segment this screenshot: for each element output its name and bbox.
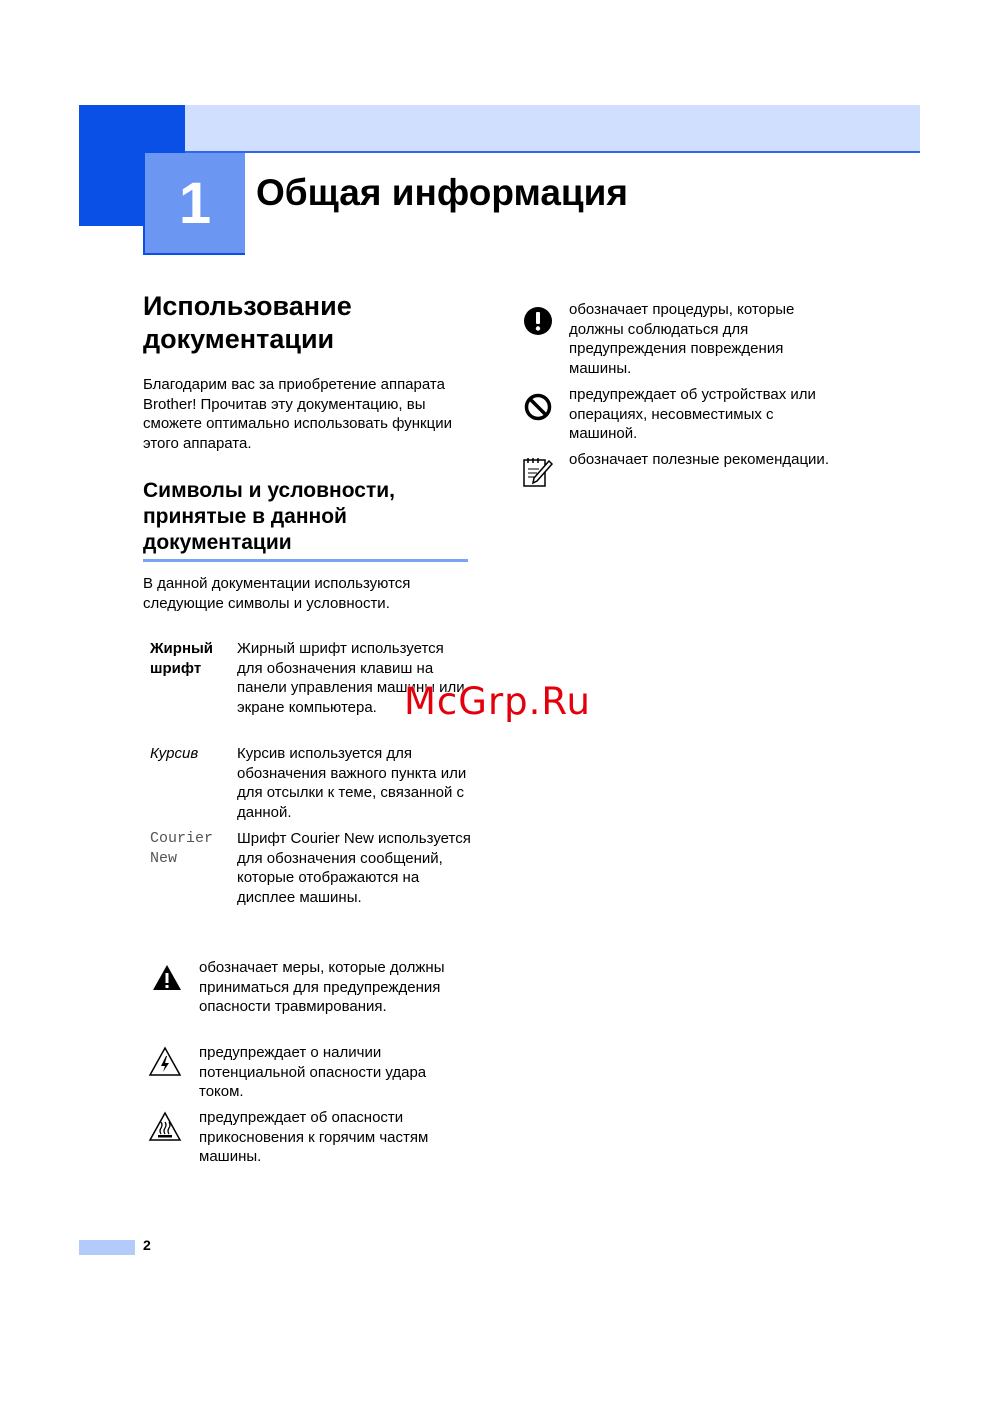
electrical-hazard-icon [148,1045,182,1079]
convention-term-mono: Courier New [150,830,214,867]
chapter-header-band [185,105,920,151]
convention-desc-mono: Шрифт Courier New используется для обозначения сообщений, которые отображаются на дисплее машины. [237,830,471,906]
convention-term-bold: Жирный шрифт [150,640,214,677]
important-icon [521,304,555,338]
convention-term-italic: Курсив [150,745,199,762]
page-number-band [79,1240,135,1255]
subsection-rule [143,559,468,562]
subsection-heading: Символы и условности, принятые в данной документации [143,479,395,554]
note-icon [521,455,555,489]
convention-desc-italic: Курсив используется для обозначения важного пункта или для отсылки к теме, связанной с данной. [237,745,467,821]
chapter-header-rule [185,151,920,153]
chapter-number: 1 [143,153,245,255]
watermark: McGrp.Ru [404,680,591,723]
symbol-text-electrical: предупреждает о наличии потенциальной опасности удара током. [199,1044,427,1101]
hot-surface-icon [148,1110,182,1144]
convention-desc-bold: Жирный шрифт используется для обозначения клавиш на панели управления машины или экране компьютера. [237,640,465,716]
symbol-text-prohibited: предупреждает об устройствах или операциях, несовместимых с машиной. [569,386,816,443]
prohibited-icon [521,390,555,424]
page-number: 2 [143,1237,151,1253]
section-intro: Благодарим вас за приобретение аппарата Brother! Прочитав эту документацию, вы сможете оптимально использовать функции этого аппарата. [143,376,452,452]
subsection-intro: В данной документации используются следующие символы и условности. [143,575,411,612]
symbol-text-note: обозначает полезные рекомендации. [569,451,829,468]
warning-icon [150,961,184,995]
symbol-text-important: обозначает процедуры, которые должны соблюдаться для предупреждения повреждения машины. [569,301,795,377]
symbol-text-warning: обозначает меры, которые должны приниматься для предупреждения опасности травмирования. [199,959,445,1016]
section-heading: Использование документации [143,291,352,354]
chapter-title: Общая информация [256,172,628,213]
symbol-text-hot: предупреждает об опасности прикосновения к горячим частям машины. [199,1109,429,1166]
